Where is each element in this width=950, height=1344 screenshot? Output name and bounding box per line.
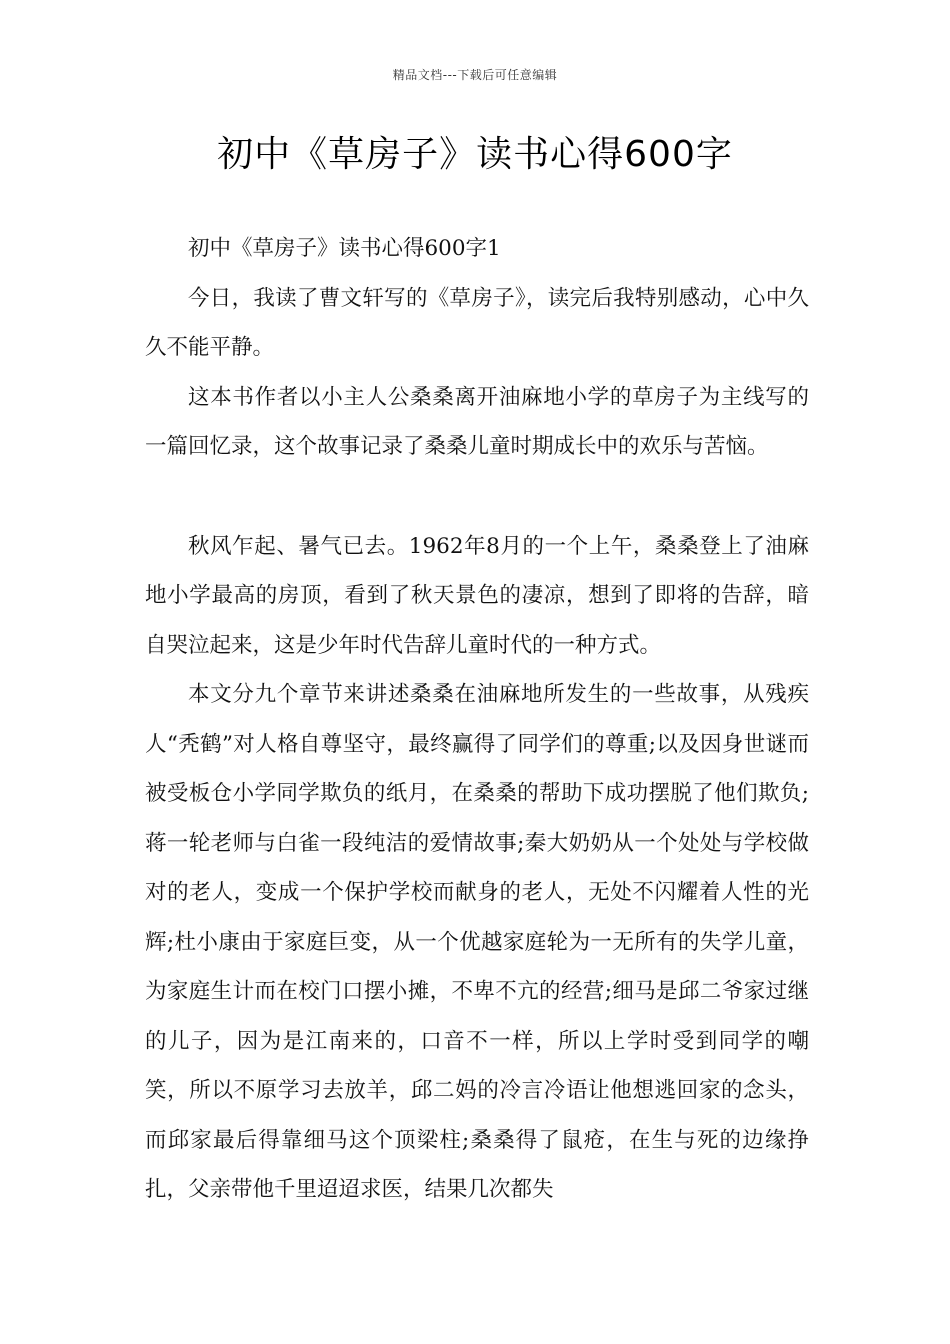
document-body [145,224,809,1215]
header-note: 精品文档---下载后可任意编辑 [392,68,558,82]
subheading-paragraph: 初中《草房子》读书心得600字1 [188,236,501,261]
paragraph-gap [145,472,809,522]
body-paragraph: 本文分九个章节来讲述桑桑在油麻地所发生的一些故事，从残疾人“秃鹤”对人格自尊坚守，最终赢得了同学们的尊重;以及因身世谜而被受板仓小学同学欺负的纸月，在桑桑的帮助下成功摆脱了他们欺负;蒋一轮老师与白雀一段纯洁的爱情故事;秦大奶奶从一个处处与学校做对的老人，变成一个保护学校而献身的老人，无处不闪耀着人性的光辉;杜小康由于家庭巨变，从一个优越家庭轮为一无所有的失学儿童，为家庭生计而在校门口摆小摊，不卑不亢的经营;细马是邱二爷家过继的儿子，因为是江南来的，口音不一样，所以上学时受到同学的嘲笑，所以不原学习去放羊，邱二妈的冷言冷语让他想逃回家的念头，而邱家最后得靠细马这个顶梁柱;桑桑得了鼠疮，在生与死的边缘挣扎，父亲带他千里迢迢求医，结果几次都失 [145,682,809,1202]
document-title: 初中《草房子》读书心得600字 [217,134,733,175]
body-paragraph: 秋风乍起、暑气已去。1962年8月的一个上午，桑桑登上了油麻地小学最高的房顶，看到了秋天景色的凄凉，想到了即将的告辞，暗自哭泣起来，这是少年时代告辞儿童时代的一种方式。 [145,533,809,658]
body-paragraph: 今日，我读了曹文轩写的《草房子》，读完后我特别感动，心中久久不能平静。 [145,285,809,360]
body-paragraph: 这本书作者以小主人公桑桑离开油麻地小学的草房子为主线写的一篇回忆录，这个故事记录了桑桑儿童时期成长中的欢乐与苦恼。 [145,384,809,459]
